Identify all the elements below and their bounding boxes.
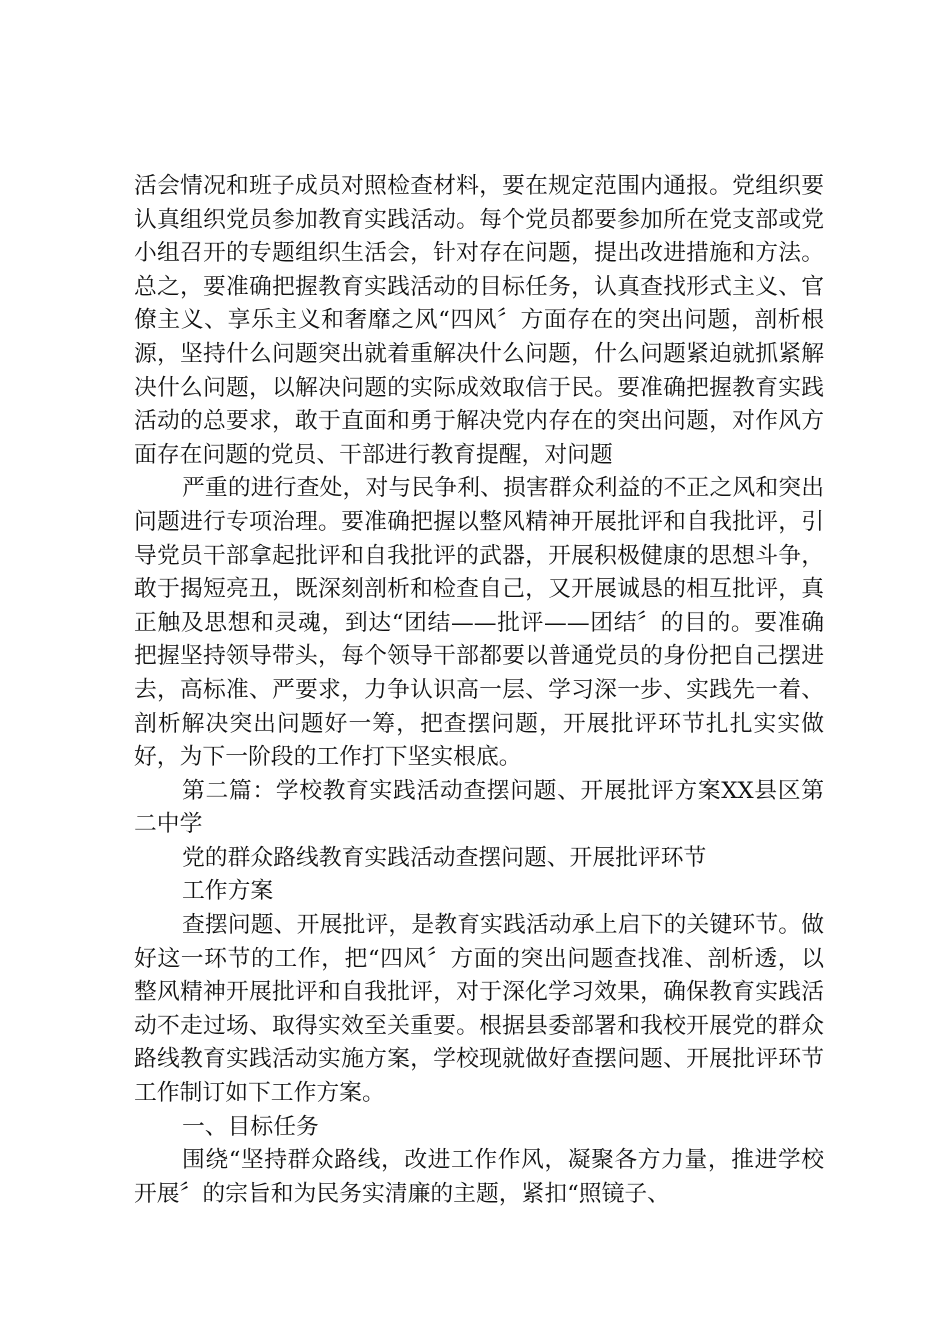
section-heading-part-two: 第二篇：学校教育实践活动查摆问题、开展批评方案XX县区第二中学 (134, 777, 824, 838)
paragraph-intro: 查摆问题、开展批评，是教育实践活动承上启下的关键环节。做好这一环节的工作，把“四风〞方面的突出问题查找准、剖析透，以整风精神开展批评和自我批评，对于深化学习效果，确保教育实践活动不走过场、取得实效至关重要。根据县委部署和我校开展党的群众路线教育实践活动实施方案，学校现就做好查摆问题、开展批评环节工作制订如下工作方案。 (134, 912, 824, 1107)
plan-title-line-2: 工作方案 (182, 878, 274, 905)
paragraph-criticism: 严重的进行查处，对与民争利、损害群众利益的不正之风和突出问题进行专项治理。要准确把握以整风精神开展批评和自我批评，引导党员干部拿起批评和自我批评的武器，开展积极健康的思想斗争，敢于揭短亮丑，既深刻剖析和检查自己，又开展诚恳的相互批评，真正触及思想和灵魂，到达“团结——批评——团结〞的目的。要准确把握坚持领导带头，每个领导干部都要以普通党员的身份把自己摆进去，高标准、严要求，力争认识高一层、学习深一步、实践先一着、剖析解决突出问题好一筹，把查摆问题，开展批评环节扎扎实实做好，为下一阶段的工作打下坚实根底。 (134, 475, 824, 771)
section-heading-goals: 一、目标任务 (182, 1113, 319, 1140)
document-body (134, 170, 824, 1211)
paragraph-goals: 围绕“坚持群众路线，改进工作作风，凝聚各方力量，推进学校开展〞的宗旨和为民务实清廉的主题，紧扣“照镜子、 (134, 1147, 824, 1207)
plan-title-line-1: 党的群众路线教育实践活动查摆问题、开展批评环节 (182, 844, 707, 871)
paragraph-continuation: 活会情况和班子成员对照检查材料，要在规定范围内通报。党组织要认真组织党员参加教育实践活动。每个党员都要参加所在党支部或党小组召开的专题组织生活会，针对存在问题，提出改进措施和方法。总之，要准确把握教育实践活动的目标任务，认真查找形式主义、官僚主义、享乐主义和奢靡之风“四风〞方面存在的突出问题，剖析根源，坚持什么问题突出就着重解决什么问题，什么问题紧迫就抓紧解决什么问题，以解决问题的实际成效取信于民。要准确把握教育实践活动的总要求，敢于直面和勇于解决党内存在的突出问题，对作风方面存在问题的党员、干部进行教育提醒，对问题 (134, 173, 824, 468)
